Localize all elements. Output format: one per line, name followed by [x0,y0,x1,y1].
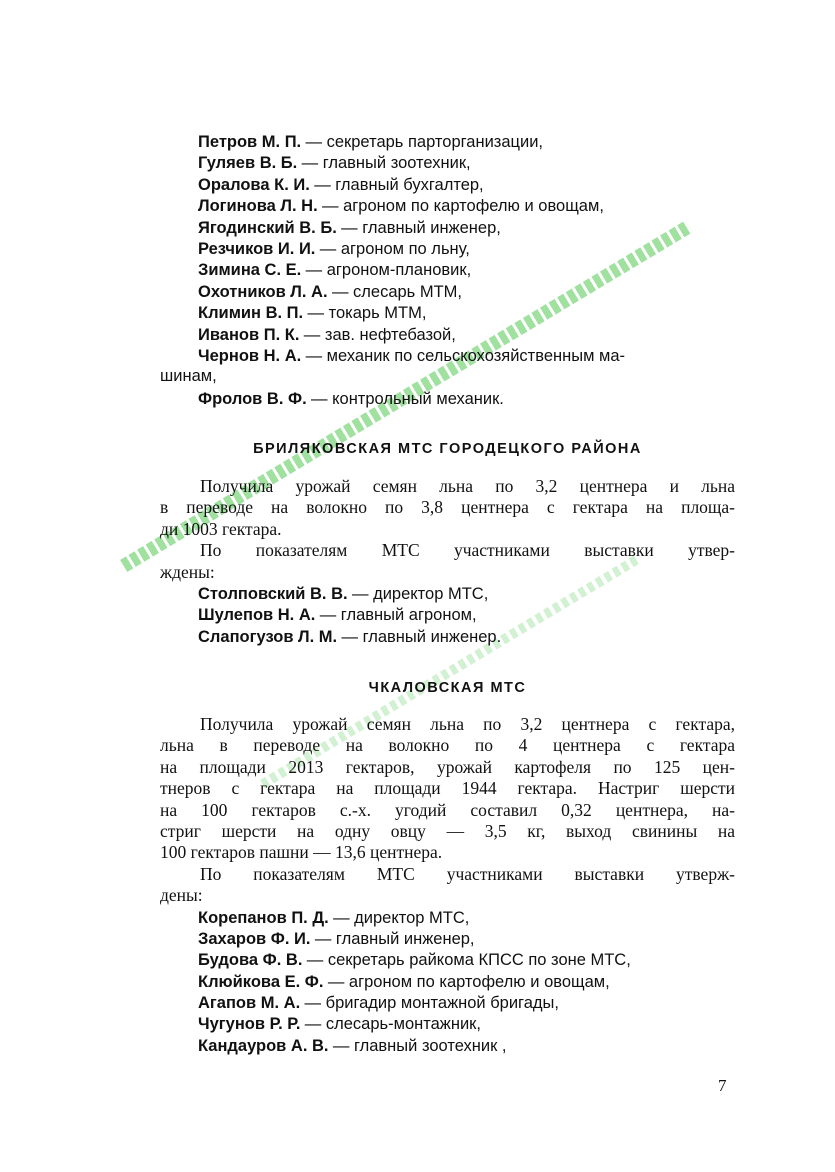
list-item [160,152,735,173]
list-item [160,345,735,366]
list-item [160,131,735,152]
section3-heading: ЧКАЛОВСКАЯ МТС [368,680,527,696]
section1-list [160,131,735,409]
paragraph-line: ди 1003 гектара. [160,518,282,539]
list-item [160,992,735,1013]
paragraph-line: дены: [160,885,203,906]
person-role: — контрольный механик. [311,389,504,408]
continuation-line: шинам, [160,367,217,386]
list-item [160,195,735,216]
list-item [160,388,735,409]
person-role: — главный зоотехник , [332,1036,507,1055]
person-name: Ягодинский В. Б. [198,218,337,237]
list-item [160,217,735,238]
person-name: Столповский В. В. [198,584,348,603]
list-item [160,1035,735,1056]
person-role: — агроном по льну, [319,239,470,258]
list-item [160,583,735,604]
paragraph-line: на площади 2013 гектаров, урожай картофеля по 125 цен- [160,756,735,777]
list-item [160,907,735,928]
person-role: — секретарь райкома КПСС по зоне МТС, [306,951,631,970]
list-item [160,1013,735,1034]
person-role: — главный бухгалтер, [314,175,484,194]
paragraph-line: Получила урожай семян льна по 3,2 центнера с гектара, [200,714,735,734]
person-name: Кандауров А. В. [198,1036,329,1055]
person-name: Клюйкова Е. Ф. [198,972,324,991]
list-item [160,928,735,949]
person-role: — механик по сельскохозяйственным ма- [305,346,626,365]
person-name: Охотников Л. А. [198,282,328,301]
list-item [160,302,735,323]
list-item [160,238,735,259]
paragraph-line: льна в переводе на волокно по 4 центнера с гектара [160,735,735,756]
person-role: — зав. нефтебазой, [303,325,456,344]
person-role: — главный зоотехник, [301,154,471,173]
list-item [160,174,735,195]
person-name: Климин В. П. [198,304,304,323]
person-name: Резчиков И. И. [198,239,316,258]
paragraph-line: По показателям МТС участниками выставки утвер- [200,540,735,561]
list-item [160,949,735,970]
person-role: — главный инженер, [341,218,501,237]
paragraph-line: ждены: [160,561,215,582]
person-name: Захаров Ф. И. [198,929,311,948]
person-role: — главный инженер. [341,627,502,646]
person-name: Чугунов Р. Р. [198,1015,301,1034]
paragraph-line: стриг шерсти на одну овцу — 3,5 кг, выход свинины на [160,820,735,841]
person-name: Агапов М. А. [198,994,301,1013]
person-role: — токарь МТМ, [307,304,427,323]
person-role: — агроном-плановик, [305,261,472,280]
page-number: 7 [718,1076,727,1095]
person-name: Чернов Н. А. [198,346,302,365]
list-item [160,259,735,280]
person-name: Корепанов П. Д. [198,908,329,927]
person-role: — директор МТС, [333,908,470,927]
person-role: — слесарь МТМ, [331,282,463,301]
person-name: Шулепов Н. А. [198,606,316,625]
person-role: — бригадир монтажной бригады, [304,994,559,1013]
person-name: Гуляев В. Б. [198,154,298,173]
person-role: — агроном по картофелю и овощам, [327,972,610,991]
paragraph-line: на 100 гектаров с.-х. угодий составил 0,32 центнера, на- [160,799,735,820]
person-role: — директор МТС, [351,584,489,603]
paragraph-line: 100 гектаров пашни — 13,6 центнера. [160,842,443,863]
list-item [160,626,735,647]
paragraph-line: По показателям МТС участниками выставки утверж- [200,863,735,884]
section2-body [160,476,735,647]
person-name: Слапогузов Л. М. [198,627,338,646]
person-name: Иванов П. К. [198,325,300,344]
paragraph-line: в переводе на волокно по 3,8 центнера с гектара на площа- [160,497,735,518]
person-role: — главный инженер, [314,929,475,948]
paragraph-line: Получила урожай семян льна по 3,2 центнера и льна [200,476,735,496]
person-role: — агроном по картофелю и овощам, [322,197,604,216]
person-name: Фролов В. Ф. [198,389,307,408]
person-name: Будова Ф. В. [198,951,303,970]
list-item [160,281,735,302]
person-role: — секретарь парторганизации, [305,133,543,151]
list-item [160,604,735,625]
person-name: Логинова Л. Н. [198,197,318,216]
section3-body [160,714,735,1056]
paragraph-line: тнеров с гектара на площади 1944 гектара. Настриг шерсти [160,778,735,799]
person-role: — слесарь-монтажник, [304,1015,481,1034]
person-name: Зимина С. Е. [198,261,302,280]
person-name: Оралова К. И. [198,175,310,194]
person-name: Петров М. П. [198,133,302,151]
list-item [160,971,735,992]
section2-heading: БРИЛЯКОВСКАЯ МТС ГОРОДЕЦКОГО РАЙОНА [253,441,642,457]
list-item [160,324,735,345]
person-role: — главный агроном, [319,606,477,625]
